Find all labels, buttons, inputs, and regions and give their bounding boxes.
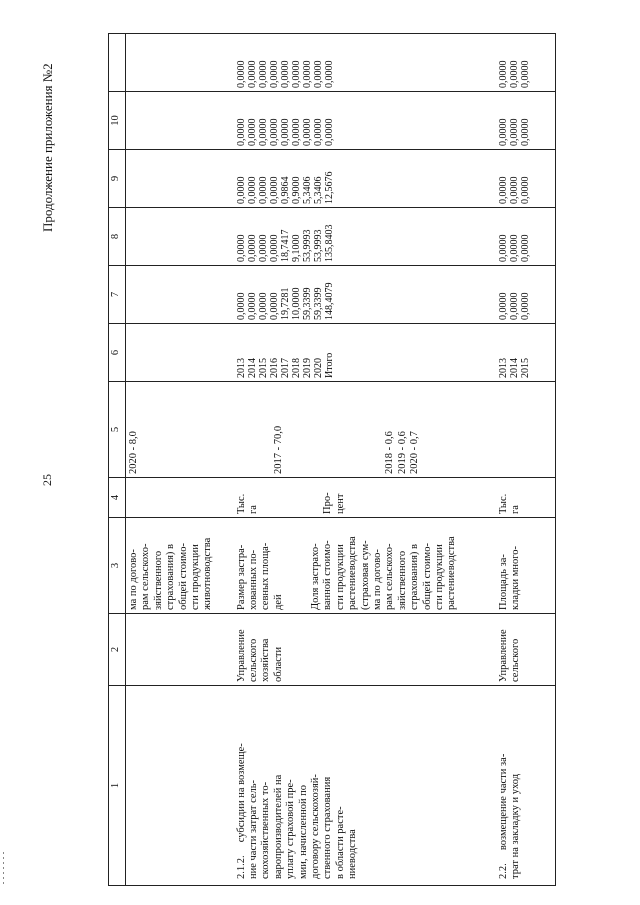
table-row [234,34,496,886]
row-total: 0,0000 0,0000 0,0000 [496,266,556,324]
row-indicator: Размер застра- хованных по- севных площа- дей Доля застрахо- ванной стоимо- сти продукции растениеводства (страховая сум- ма по догово- рам сельскохо- зяйственного страхования) в общей стоимо- сти продукции растениеводства [234,518,496,614]
row-name: 2.1.2. субсидии на возмеще- ние части затрат сель- скохозяйственных то- варопроизводителей на уплату страховой пре- мии, начисленной по договору сельскохозяй- ственного страхования в области расте- ниеводства [234,686,496,886]
rotated-table-sheet [108,34,568,886]
header-col-1: 1 [109,686,126,886]
header-col-7: 7 [109,266,126,324]
appendix-title: Продолжение приложения №2 [40,63,55,232]
row-executor: Управление сельского хозяйства области [234,614,496,686]
row-federal: 0,0000 0,0000 0,0000 0,0000 18,7417 9,1000 53,9993 53,9993 135,8403 [234,208,496,266]
scan-edge-mark [3,852,4,886]
row-federal: 0,0000 0,0000 0,0000 [496,208,556,266]
header-col-10: 10 [109,92,126,150]
header-col-4: 4 [109,478,126,518]
row-local: 0,0000 0,0000 0,0000 0,0000 0,0000 0,0000 0,0000 0,0000 0,0000 [234,92,496,150]
header-col-9: 9 [109,150,126,208]
row-target: 2020 - 8,0 [126,382,234,478]
row-years: 2013 2014 2015 [496,324,556,382]
row-unit [126,478,234,518]
table-row [126,34,234,886]
row-total [126,266,234,324]
header-row [109,34,126,886]
row-other: 0,0000 0,0000 0,0000 0,0000 0,0000 0,0000 0,0000 0,0000 0,0000 [234,34,496,92]
row-indicator: ма по догово- рам сельскохо- зяйственного страхования) в общей стоимо- сти продукции животноводства [126,518,234,614]
table-row [496,34,556,886]
page-number: 25 [40,474,54,486]
row-unit: Тыс. га [496,478,556,518]
row-regional [126,150,234,208]
row-other: 0,0000 0,0000 0,0000 [496,34,556,92]
row-years: 2013 2014 2015 2016 2017 2018 2019 2020 Итого [234,324,496,382]
row-target: 2017 - 70,0 2018 - 0,6 2019 - 0,6 2020 - 0,7 [234,382,496,478]
row-federal [126,208,234,266]
row-unit: Тыс. га Про- цент [234,478,496,518]
header-col-11 [109,34,126,92]
row-target [496,382,556,478]
row-executor [126,614,234,686]
budget-table [108,33,556,886]
row-regional: 0,0000 0,0000 0,0000 [496,150,556,208]
row-total: 0,0000 0,0000 0,0000 0,0000 19,7281 10,0000 59,3399 59,3399 148,4079 [234,266,496,324]
header-col-5: 5 [109,382,126,478]
row-indicator: Площадь за- кладки много- [496,518,556,614]
row-local: 0,0000 0,0000 0,0000 [496,92,556,150]
header-col-8: 8 [109,208,126,266]
header-col-3: 3 [109,518,126,614]
row-regional: 0,0000 0,0000 0,0000 0,0000 0,9864 0,9000 5,3406 5,3406 12,5676 [234,150,496,208]
row-other [126,34,234,92]
row-years [126,324,234,382]
row-executor: Управление сельского [496,614,556,686]
header-col-2: 2 [109,614,126,686]
header-col-6: 6 [109,324,126,382]
row-name: 2.2. возмещение части за- трат на закладку и уход [496,686,556,886]
row-local [126,92,234,150]
row-name [126,686,234,886]
